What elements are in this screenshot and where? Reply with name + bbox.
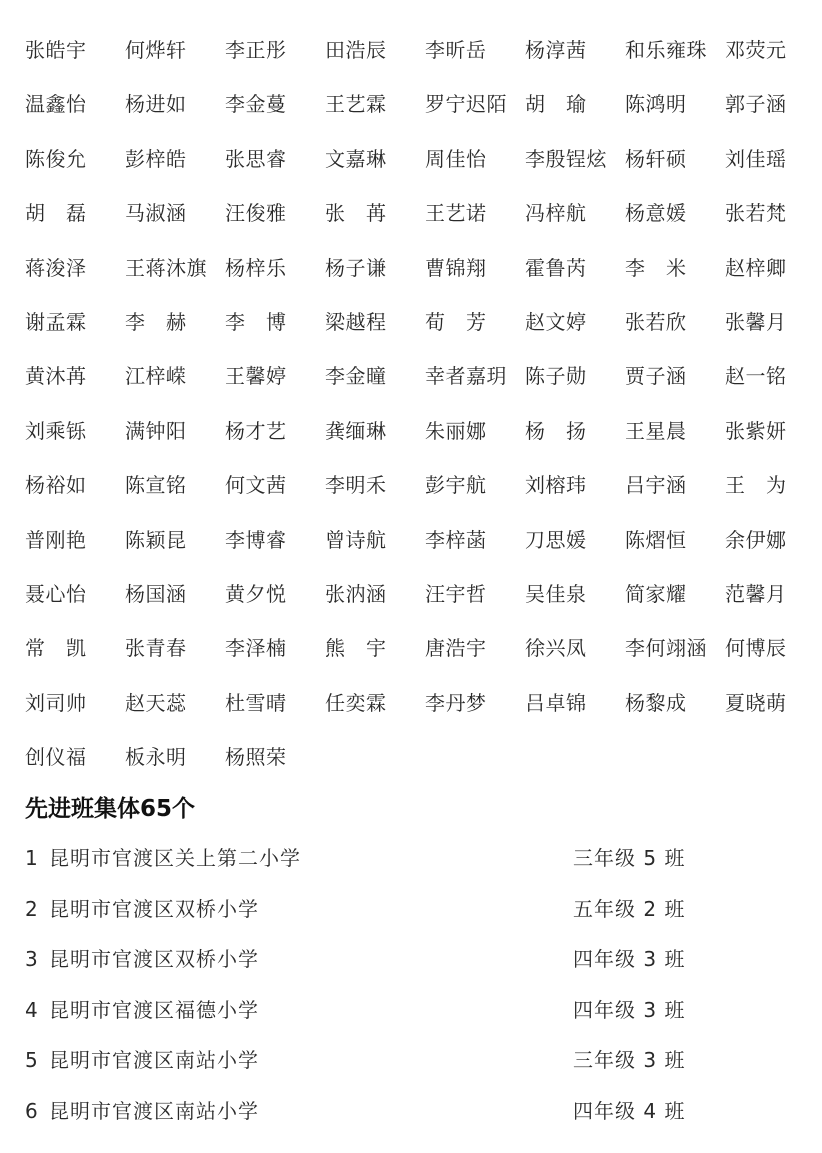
student-name: 简家耀 (625, 581, 687, 606)
student-name: 夏晓萌 (725, 690, 787, 715)
student-name: 何烨轩 (125, 38, 187, 62)
student-name: 张青春 (125, 636, 187, 661)
student-name: 李明禾 (325, 473, 387, 498)
student-name: 张皓宇 (25, 38, 87, 62)
student-name: 杨意媛 (625, 201, 687, 226)
student-name: 曾诗航 (325, 527, 387, 552)
student-name: 李丹梦 (425, 690, 487, 715)
student-name: 梁越程 (325, 309, 387, 334)
student-name: 刘司帅 (25, 690, 87, 715)
student-name: 板永明 (125, 745, 187, 770)
student-name: 杨国涵 (125, 581, 187, 606)
student-name: 李 博 (225, 309, 287, 334)
student-name: 罗宁迟陌 (425, 92, 507, 117)
student-name: 杨裕如 (25, 473, 87, 498)
student-name: 李金蔓 (225, 92, 287, 117)
student-name: 刘佳瑶 (725, 146, 787, 171)
student-name: 刘榕玮 (525, 473, 587, 498)
student-name: 黄沐苒 (25, 364, 87, 389)
student-name: 幸者嘉玥 (425, 364, 507, 389)
student-name: 李泽楠 (225, 636, 287, 661)
student-name: 贾子涵 (625, 364, 687, 389)
student-name: 张若欣 (625, 309, 687, 334)
school-name: 昆明市官渡区福德小学 (49, 997, 259, 1022)
student-name: 荀 芳 (425, 309, 487, 334)
student-name: 杨照荣 (225, 745, 287, 770)
school-name: 昆明市官渡区双桥小学 (49, 896, 259, 921)
student-name: 谢孟霖 (25, 309, 87, 334)
class-name: 四年级 3 班 (573, 947, 686, 972)
student-name: 赵梓卿 (725, 255, 787, 280)
student-name: 陈鸿明 (625, 92, 687, 117)
student-name: 王蒋沐旗 (125, 255, 207, 280)
student-name: 李 赫 (125, 309, 187, 334)
student-name: 胡 磊 (25, 201, 87, 226)
student-name: 张汭涵 (325, 581, 387, 606)
item-number: 4 (25, 997, 38, 1022)
student-name: 文嘉琳 (325, 146, 387, 171)
student-name: 吴佳泉 (525, 581, 587, 606)
student-name: 周佳怡 (425, 146, 487, 171)
advanced-class-list (25, 843, 805, 1147)
class-list-item (25, 944, 805, 995)
student-name: 彭梓皓 (125, 146, 187, 171)
student-name: 张馨月 (725, 309, 787, 334)
student-name: 杨进如 (125, 92, 187, 117)
student-name: 陈俊允 (25, 146, 87, 171)
student-name: 何博辰 (725, 636, 787, 661)
student-name: 陈宣铭 (125, 473, 187, 498)
student-name: 马淑涵 (125, 201, 187, 226)
student-name: 霍鲁芮 (525, 255, 587, 280)
class-list-item (25, 995, 805, 1046)
class-list-item (25, 843, 805, 894)
student-name: 杨子谦 (325, 255, 387, 280)
student-name: 王星晨 (625, 418, 687, 443)
student-name: 张 苒 (325, 201, 387, 226)
class-list-item (25, 1096, 805, 1147)
student-name: 张若梵 (725, 201, 787, 226)
student-name: 赵一铭 (725, 364, 787, 389)
student-name: 汪宇哲 (425, 581, 487, 606)
student-name: 刀思媛 (525, 527, 587, 552)
student-name: 杨梓乐 (225, 255, 287, 280)
item-number: 1 (25, 846, 38, 870)
class-name: 五年级 2 班 (573, 896, 686, 921)
student-name: 张思睿 (225, 146, 287, 171)
student-name: 赵天蕊 (125, 690, 187, 715)
student-name: 李梓菡 (425, 527, 487, 552)
student-name: 和乐雍珠 (625, 38, 707, 62)
class-name: 四年级 3 班 (573, 997, 686, 1022)
student-name: 邓荧元 (725, 38, 787, 62)
student-name: 冯梓航 (525, 201, 587, 226)
student-name: 李正彤 (225, 38, 287, 62)
student-name: 郭子涵 (725, 92, 787, 117)
student-name: 普刚艳 (25, 527, 87, 552)
student-name: 吕宇涵 (625, 473, 687, 498)
student-name: 王艺霖 (325, 92, 387, 117)
class-name: 四年级 4 班 (573, 1098, 686, 1123)
student-name: 龚缅琳 (325, 418, 387, 443)
student-name: 杨才艺 (225, 418, 287, 443)
class-list-item (25, 894, 805, 945)
student-name: 杜雪晴 (225, 690, 287, 715)
student-name: 李博睿 (225, 527, 287, 552)
student-name: 唐浩宇 (425, 636, 487, 661)
school-name: 昆明市官渡区南站小学 (49, 1048, 259, 1073)
student-name: 李何翊涵 (625, 636, 707, 661)
student-name: 杨轩硕 (625, 146, 687, 171)
section-heading: 先进班集体65个 (25, 796, 196, 822)
student-name: 蒋浚泽 (25, 255, 87, 280)
student-name: 彭宇航 (425, 473, 487, 498)
student-name: 曹锦翔 (425, 255, 487, 280)
student-name: 何文茜 (225, 473, 287, 498)
student-name: 任奕霖 (325, 690, 387, 715)
student-name: 黄夕悦 (225, 581, 287, 606)
student-name: 李殷锃炫 (525, 146, 607, 171)
class-list-item (25, 1045, 805, 1096)
student-name: 王馨婷 (225, 364, 287, 389)
student-name: 杨淳茜 (525, 38, 587, 62)
student-name: 刘乘铄 (25, 418, 87, 443)
student-name: 陈颖昆 (125, 527, 187, 552)
student-name: 王艺诺 (425, 201, 487, 226)
student-name: 创仪福 (25, 745, 87, 770)
student-name: 江梓嵘 (125, 364, 187, 389)
student-name: 聂心怡 (25, 581, 87, 606)
student-name: 杨黎成 (625, 690, 687, 715)
student-name: 吕卓锦 (525, 690, 587, 715)
school-name: 昆明市官渡区南站小学 (49, 1098, 259, 1123)
student-name: 陈熠恒 (625, 527, 687, 552)
student-name: 胡 瑜 (525, 92, 587, 117)
student-name: 张紫妍 (725, 418, 787, 443)
school-name: 昆明市官渡区双桥小学 (49, 947, 259, 972)
student-name: 陈子勋 (525, 364, 587, 389)
student-name: 徐兴凤 (525, 636, 587, 661)
school-name: 昆明市官渡区关上第二小学 (49, 846, 301, 870)
student-name: 余伊娜 (725, 527, 787, 552)
student-name: 熊 宇 (325, 636, 387, 661)
item-number: 5 (25, 1048, 38, 1073)
student-name: 温鑫怡 (25, 92, 87, 117)
student-name: 田浩辰 (325, 38, 387, 62)
student-name: 李金曈 (325, 364, 387, 389)
student-name: 满钟阳 (125, 418, 187, 443)
student-name: 王 为 (725, 473, 787, 498)
student-name: 李 米 (625, 255, 687, 280)
student-name: 汪俊雅 (225, 201, 287, 226)
item-number: 3 (25, 947, 38, 972)
student-names-grid (25, 36, 822, 797)
class-name: 三年级 3 班 (573, 1048, 686, 1073)
item-number: 2 (25, 896, 38, 921)
item-number: 6 (25, 1098, 38, 1123)
student-name: 常 凯 (25, 636, 87, 661)
student-name: 杨 扬 (525, 418, 587, 443)
student-name: 赵文婷 (525, 309, 587, 334)
student-name: 朱丽娜 (425, 418, 487, 443)
class-name: 三年级 5 班 (573, 846, 686, 870)
student-name: 范馨月 (725, 581, 787, 606)
student-name: 李昕岳 (425, 38, 487, 62)
